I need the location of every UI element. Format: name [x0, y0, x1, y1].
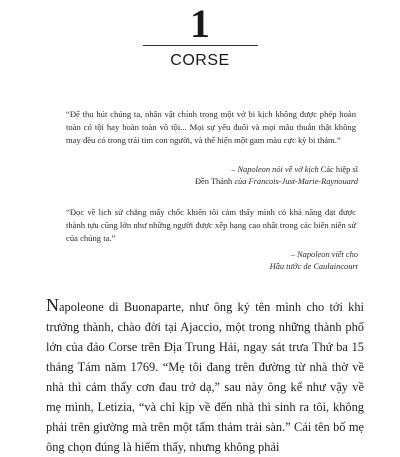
attribution-text: Đền Thánh: [194, 177, 235, 186]
epigraph-quote: “Đọc về lịch sử chẳng mấy chốc khiến tôi cảm thấy mình có khả năng đạt được thành tựu cũng lớn như những người được xếp hạng cao nhất trong các biên niên sử của chúng ta.”: [66, 207, 356, 243]
body-text: apoleone di Buonaparte, như ông ký tên mình cho tới khi trưởng thành, chào đời tại Ajaccio, một trong những thành phố lớn của đảo Corse trên Địa Trung Hải, ngay sát trưa Thứ ba 15 tháng Tám năm 1769. “Mẹ tôi đang trên đường từ nhà thờ về nhà thì cảm thấy cơn đau trở dạ,” sau này ông kể như vậy về mẹ mình, Letizia, “và chỉ kịp về đến nhà thì sinh ra tôi, không phải trên giường mà trên một tấm thảm trải sàn.” Cái tên bố mẹ ông chọn đúng là hiếm thấy, nhưng không phải: [46, 300, 364, 454]
chapter-title: CORSE: [170, 52, 230, 69]
attribution-italic: – Napoleon viết cho: [290, 250, 358, 259]
attribution-line: [58, 176, 358, 188]
epigraph-attribution: [58, 164, 358, 188]
attribution-line: [58, 164, 358, 176]
attribution-italic: – Napoleon nói về vở kịch: [231, 165, 319, 174]
attribution-italic: Hầu tước de Caulaincourt: [269, 262, 358, 271]
attribution-text: Các hiệp sĩ: [318, 165, 358, 174]
epigraph-attribution: [58, 249, 358, 273]
attribution-line: [58, 261, 358, 273]
attribution-italic: của Francois-Just-Marie-Raynouard: [234, 177, 358, 186]
attribution-line: [58, 249, 358, 261]
body-paragraph: [46, 296, 364, 457]
initial-letter: N: [46, 295, 59, 315]
epigraph-quote: “Để thu hút chúng ta, nhân vật chính trong một vở bi kịch không được phép hoàn toàn có tội hay hoàn toàn vô tội... Mọi sự yếu đuối và mọi mâu thuẫn thật không may đều có trong trái tim con người, và thể hiện một gam màu cực kỳ bi thảm.”: [66, 109, 356, 145]
chapter-number: 1: [190, 1, 210, 46]
chapter-divider: [143, 45, 258, 46]
